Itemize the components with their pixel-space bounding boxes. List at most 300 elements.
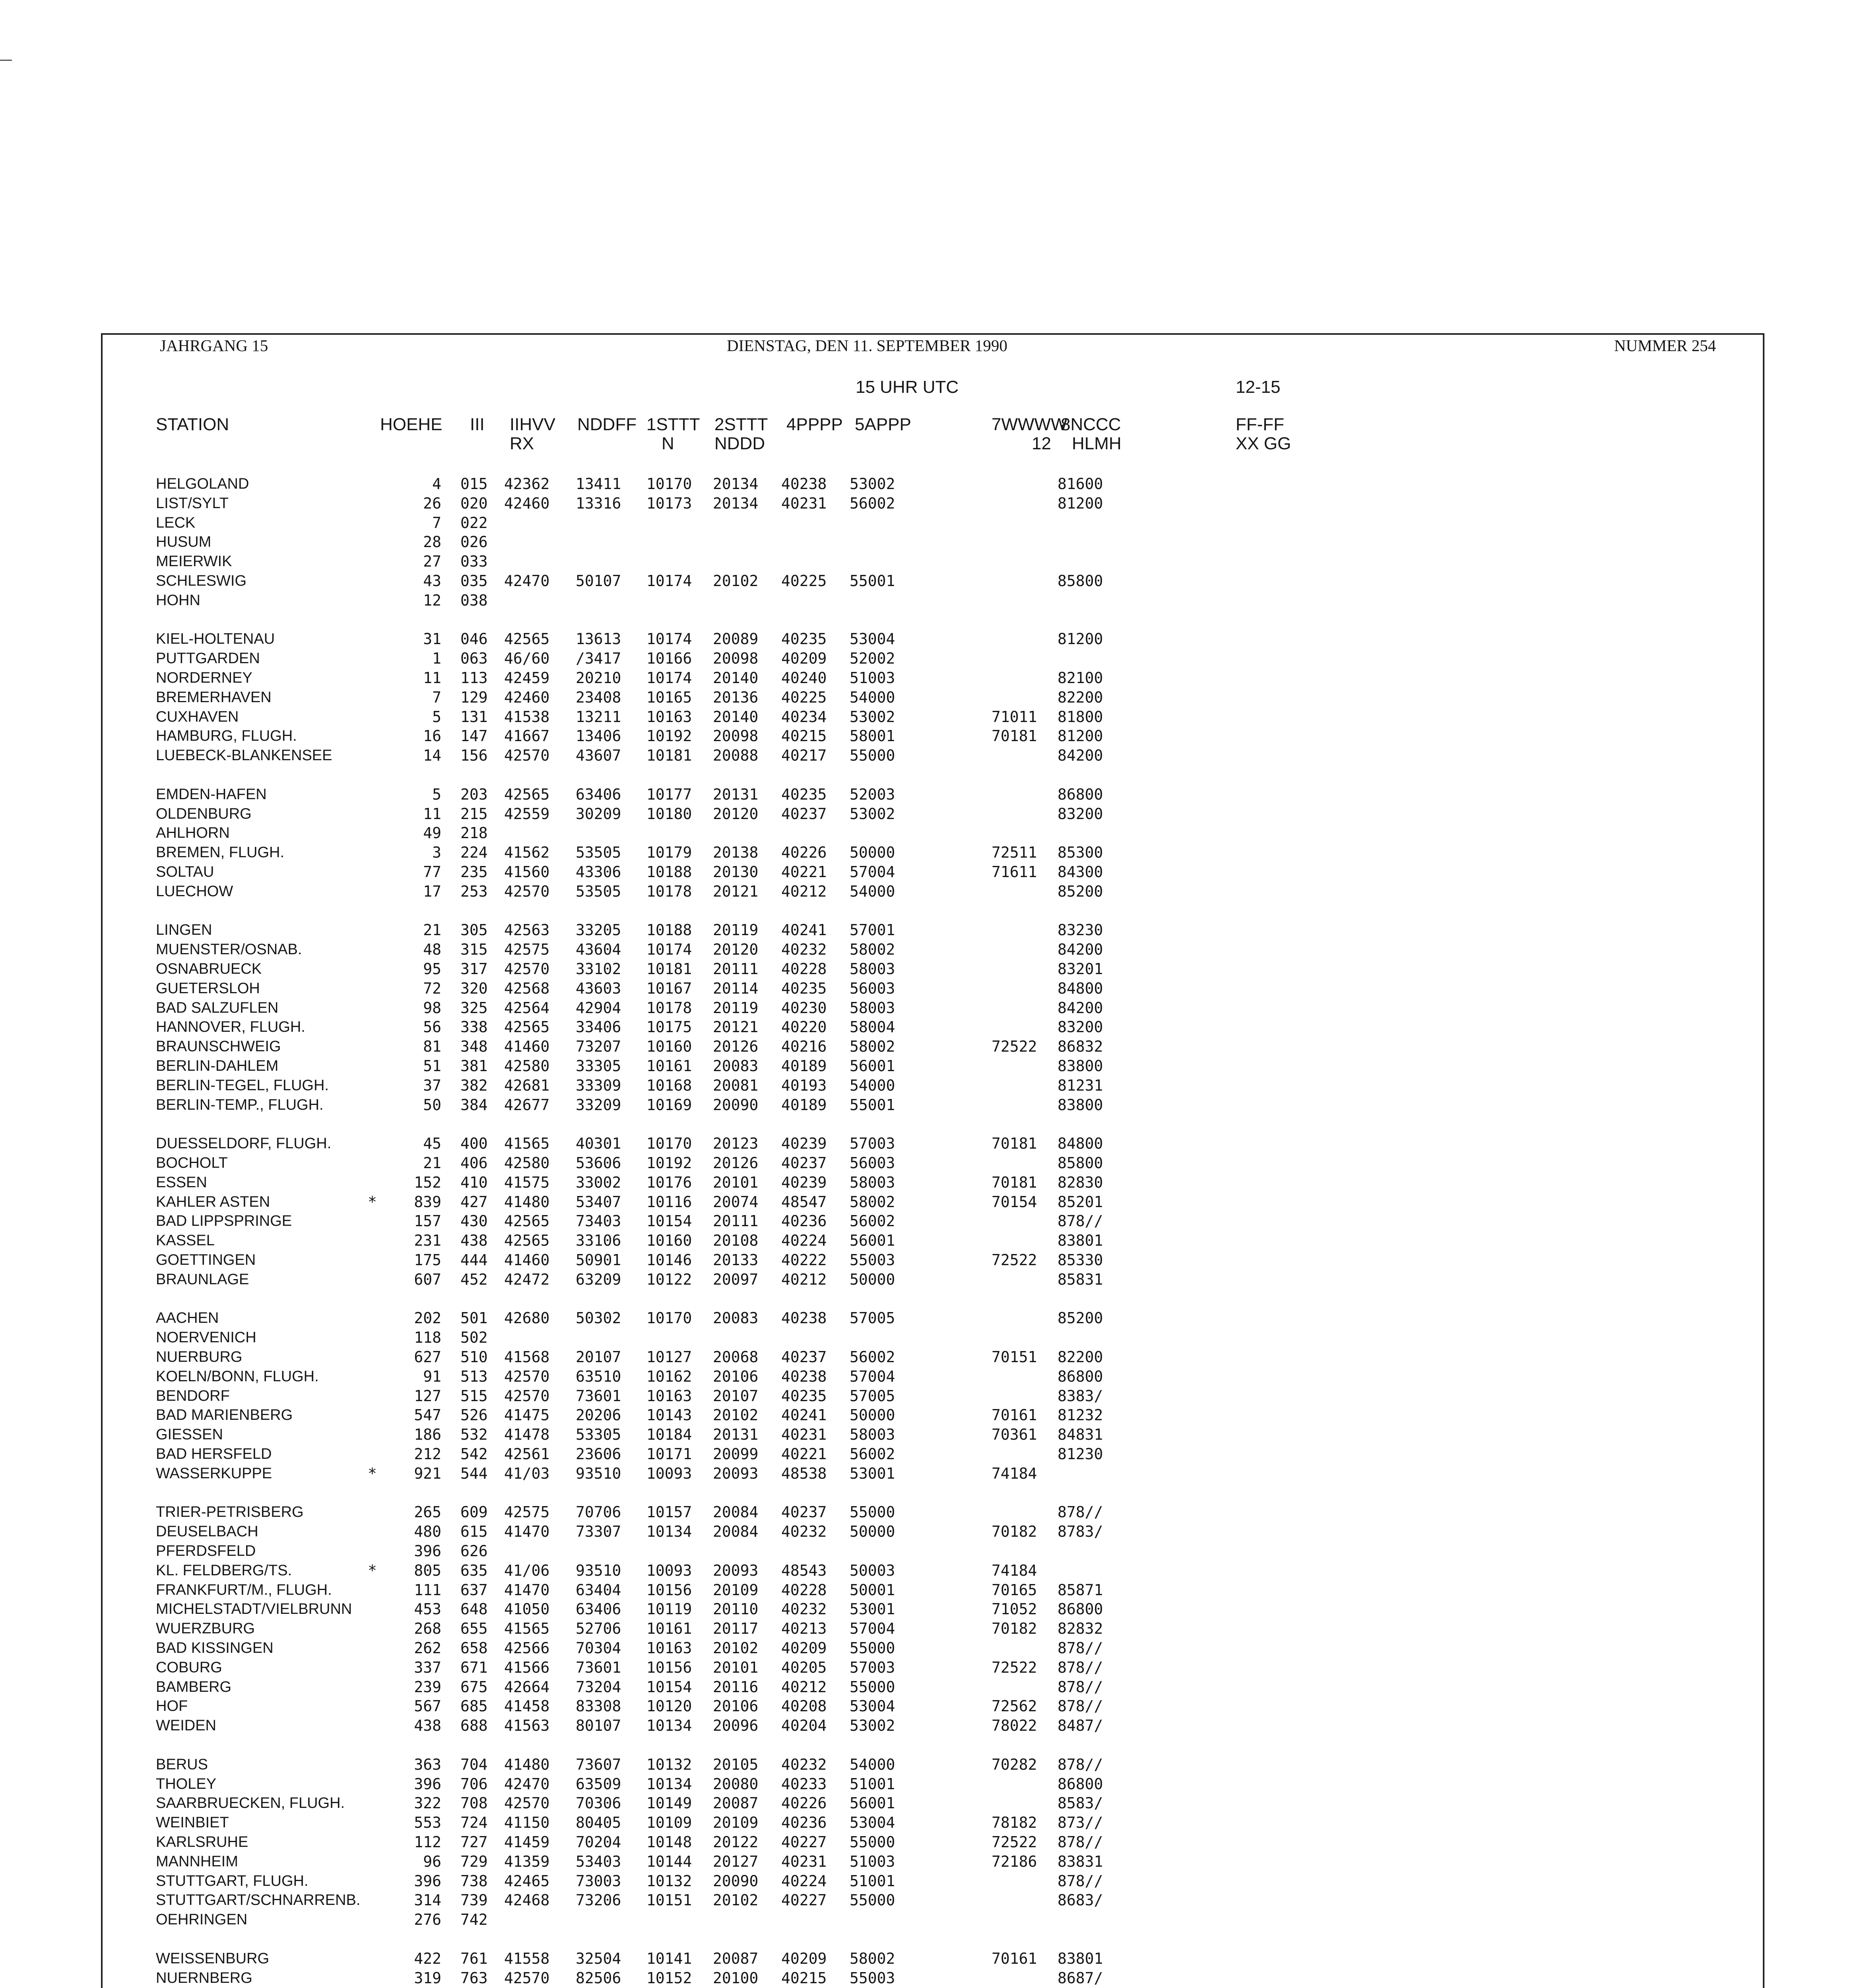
- obs-group-5: 40212: [781, 882, 827, 900]
- station-height: 5: [432, 785, 441, 803]
- obs-group-5: 40231: [781, 1426, 827, 1444]
- obs-group-4: 20121: [713, 882, 759, 900]
- station-index: 410: [460, 1173, 488, 1191]
- obs-group-6: 55001: [850, 572, 895, 590]
- scan-mark: [0, 60, 12, 61]
- obs-group-6: 55000: [850, 747, 895, 765]
- station-height: 56: [423, 1018, 441, 1036]
- station-index: 706: [460, 1775, 488, 1793]
- station-height: 314: [414, 1891, 441, 1909]
- table-row: [0, 1173, 1867, 1192]
- obs-group-1: 41478: [504, 1426, 550, 1444]
- table-row: [0, 1503, 1867, 1522]
- table-row: [0, 1444, 1867, 1464]
- obs-group-8: 82832: [1058, 1620, 1103, 1638]
- station-height: 48: [423, 941, 441, 959]
- table-row: [0, 1328, 1867, 1347]
- obs-group-2: 73207: [576, 1038, 621, 1056]
- obs-group-3: 10171: [646, 1445, 692, 1463]
- obs-group-6: 58003: [850, 1173, 895, 1191]
- obs-group-4: 20140: [713, 708, 759, 726]
- table-row: [0, 1367, 1867, 1386]
- obs-group-4: 20119: [713, 921, 759, 939]
- station-height: 265: [414, 1503, 441, 1521]
- obs-group-8: 873//: [1058, 1814, 1103, 1832]
- obs-group-8: 85330: [1058, 1251, 1103, 1269]
- station-height: 12: [423, 591, 441, 609]
- obs-group-3: 10170: [646, 1309, 692, 1327]
- obs-group-5: 40231: [781, 1852, 827, 1870]
- table-row: [0, 571, 1867, 590]
- table-row: [0, 649, 1867, 668]
- obs-group-4: 20108: [713, 1232, 759, 1250]
- obs-group-2: 70304: [576, 1639, 621, 1657]
- obs-group-5: 40193: [781, 1076, 827, 1094]
- station-index: 156: [460, 747, 488, 765]
- obs-group-3: 10127: [646, 1348, 692, 1366]
- obs-group-4: 20088: [713, 747, 759, 765]
- station-index: 147: [460, 727, 488, 745]
- obs-group-3: 10167: [646, 979, 692, 997]
- obs-group-2: 82506: [576, 1969, 621, 1987]
- obs-group-3: 10192: [646, 1154, 692, 1172]
- obs-group-5: 40208: [781, 1697, 827, 1715]
- obs-group-8: 85871: [1058, 1581, 1103, 1599]
- station-name: KARLSRUHE: [156, 1834, 248, 1850]
- station-index: 635: [460, 1561, 488, 1579]
- obs-group-5: 40237: [781, 805, 827, 823]
- obs-group-2: 33309: [576, 1076, 621, 1094]
- station-index: 688: [460, 1717, 488, 1735]
- table-row: [0, 1095, 1867, 1114]
- obs-group-4: 20080: [713, 1775, 759, 1793]
- station-name: MEIERWIK: [156, 553, 232, 570]
- station-name: LUECHOW: [156, 883, 233, 900]
- obs-group-3: 10178: [646, 882, 692, 900]
- obs-group-1: 41565: [504, 1135, 550, 1153]
- obs-group-3: 10120: [646, 1697, 692, 1715]
- range-heading: 12-15: [1236, 377, 1281, 397]
- obs-group-5: 40205: [781, 1658, 827, 1676]
- station-index: 626: [460, 1542, 488, 1560]
- station-name: LIST/SYLT: [156, 495, 229, 512]
- obs-group-2: 13316: [576, 494, 621, 512]
- station-index: 033: [460, 553, 488, 571]
- obs-group-2: 53305: [576, 1426, 621, 1444]
- obs-group-3: 10176: [646, 1173, 692, 1191]
- obs-group-1: 41566: [504, 1658, 550, 1676]
- obs-group-3: 10132: [646, 1755, 692, 1773]
- obs-group-3: 10184: [646, 1426, 692, 1444]
- obs-group-1: 42570: [504, 1969, 550, 1987]
- obs-group-7: 70282: [992, 1755, 1037, 1773]
- obs-group-8: 84200: [1058, 999, 1103, 1017]
- obs-group-3: 10165: [646, 688, 692, 706]
- obs-group-4: 20116: [713, 1678, 759, 1696]
- obs-group-4: 20111: [713, 1212, 759, 1230]
- station-name: STUTTGART, FLUGH.: [156, 1872, 309, 1889]
- obs-group-4: 20122: [713, 1833, 759, 1851]
- station-name: WEINBIET: [156, 1814, 229, 1831]
- obs-group-2: 73403: [576, 1212, 621, 1230]
- obs-group-5: 40239: [781, 1173, 827, 1191]
- obs-group-1: 41558: [504, 1949, 550, 1967]
- station-height: 51: [423, 1057, 441, 1075]
- obs-group-2: 70306: [576, 1794, 621, 1812]
- obs-group-7: 78182: [992, 1814, 1037, 1832]
- obs-group-5: 40204: [781, 1717, 827, 1735]
- station-name: KIEL-HOLTENAU: [156, 631, 275, 648]
- obs-group-6: 55000: [850, 1639, 895, 1657]
- station-height: 21: [423, 1154, 441, 1172]
- obs-group-8: 81600: [1058, 475, 1103, 493]
- obs-group-1: 41460: [504, 1251, 550, 1269]
- obs-group-3: 10180: [646, 805, 692, 823]
- obs-group-7: 72522: [992, 1251, 1037, 1269]
- obs-group-5: 40241: [781, 1406, 827, 1424]
- obs-group-6: 53004: [850, 1814, 895, 1832]
- obs-group-6: 56001: [850, 1794, 895, 1812]
- station-header: STATION: [156, 415, 229, 434]
- station-height: 17: [423, 882, 441, 900]
- station-height: 175: [414, 1251, 441, 1269]
- obs-group-5: 40232: [781, 1523, 827, 1541]
- obs-group-1: 41560: [504, 863, 550, 881]
- table-row: [0, 1541, 1867, 1561]
- mountain-station-mark: *: [368, 1464, 377, 1482]
- obs-group-8: 878//: [1058, 1503, 1103, 1521]
- obs-group-1: 42580: [504, 1154, 550, 1172]
- obs-group-2: 70706: [576, 1503, 621, 1521]
- table-row: [0, 979, 1867, 998]
- obs-group-6: 57004: [850, 1620, 895, 1638]
- obs-group-5: 40231: [781, 494, 827, 512]
- table-row: [0, 920, 1867, 940]
- obs-group-3: 10160: [646, 1038, 692, 1056]
- table-row: [0, 823, 1867, 843]
- obs-group-4: 20090: [713, 1872, 759, 1890]
- station-index: 381: [460, 1057, 488, 1075]
- obs-group-4: 20102: [713, 572, 759, 590]
- obs-group-2: 32504: [576, 1949, 621, 1967]
- station-name: GOETTINGEN: [156, 1252, 256, 1268]
- obs-group-7: 78022: [992, 1717, 1037, 1735]
- obs-group-2: 73003: [576, 1872, 621, 1890]
- obs-group-4: 20117: [713, 1620, 759, 1638]
- obs-group-1: 42575: [504, 941, 550, 959]
- station-height: 157: [414, 1212, 441, 1230]
- obs-group-1: 41150: [504, 1814, 550, 1832]
- station-name: STUTTGART/SCHNARRENB.: [156, 1892, 361, 1909]
- station-height: 396: [414, 1775, 441, 1793]
- station-height: 118: [414, 1329, 441, 1347]
- obs-group-8: 86832: [1058, 1038, 1103, 1056]
- obs-group-1: 41458: [504, 1697, 550, 1715]
- station-height: 7: [432, 688, 441, 706]
- obs-group-5: 40226: [781, 844, 827, 862]
- obs-group-5: 40238: [781, 1367, 827, 1385]
- obs-group-8: 84200: [1058, 941, 1103, 959]
- station-name: BAD HERSFELD: [156, 1446, 272, 1462]
- obs-group-7: 71052: [992, 1600, 1037, 1618]
- obs-group-8: 81200: [1058, 494, 1103, 512]
- station-name: KL. FELDBERG/TS.: [156, 1562, 292, 1579]
- obs-group-8: 82200: [1058, 1348, 1103, 1366]
- obs-group-4: 20074: [713, 1193, 759, 1211]
- station-height: 31: [423, 630, 441, 648]
- obs-group-5: 40234: [781, 708, 827, 726]
- station-name: NUERNBERG: [156, 1969, 252, 1986]
- obs-group-6: 50001: [850, 1581, 895, 1599]
- obs-group-4: 20083: [713, 1309, 759, 1327]
- obs-group-1: 42459: [504, 669, 550, 687]
- obs-group-1: 42468: [504, 1891, 550, 1909]
- obs-group-4: 20114: [713, 979, 759, 997]
- table-row: [0, 1949, 1867, 1968]
- station-name: AACHEN: [156, 1310, 219, 1327]
- obs-group-8: 86800: [1058, 1600, 1103, 1618]
- obs-group-4: 20081: [713, 1076, 759, 1094]
- station-height: 239: [414, 1678, 441, 1696]
- obs-group-2: 63209: [576, 1270, 621, 1288]
- station-name: LINGEN: [156, 922, 212, 939]
- obs-group-2: 63406: [576, 1600, 621, 1618]
- obs-group-4: 20101: [713, 1173, 759, 1191]
- obs-group-3: 10174: [646, 941, 692, 959]
- table-row: [0, 726, 1867, 746]
- station-height: 98: [423, 999, 441, 1017]
- station-name: BRAUNLAGE: [156, 1271, 249, 1288]
- obs-group-4: 20102: [713, 1891, 759, 1909]
- obs-group-4: 20130: [713, 863, 759, 881]
- obs-group-3: 10192: [646, 727, 692, 745]
- station-height: 567: [414, 1697, 441, 1715]
- obs-group-6: 54000: [850, 1755, 895, 1773]
- table-row: [0, 1522, 1867, 1541]
- table-row: [0, 494, 1867, 513]
- obs-group-3: 10134: [646, 1717, 692, 1735]
- hoehe-header: HOEHE: [380, 415, 442, 434]
- obs-group-5: 40228: [781, 960, 827, 978]
- obs-group-3: 10156: [646, 1658, 692, 1676]
- obs-group-2: 23408: [576, 688, 621, 706]
- obs-group-7: 72522: [992, 1658, 1037, 1676]
- obs-group-1: 41460: [504, 1038, 550, 1056]
- station-height: 805: [414, 1561, 441, 1579]
- obs-group-2: 50901: [576, 1251, 621, 1269]
- obs-group-2: 73601: [576, 1387, 621, 1405]
- obs-group-1: 41470: [504, 1523, 550, 1541]
- obs-group-8: 878//: [1058, 1658, 1103, 1676]
- obs-group-1: 41359: [504, 1852, 550, 1870]
- obs-group-7: 70181: [992, 1173, 1037, 1191]
- obs-group-5: 40235: [781, 785, 827, 803]
- station-index: 501: [460, 1309, 488, 1327]
- table-row: [0, 1891, 1867, 1910]
- obs-group-8: 84200: [1058, 747, 1103, 765]
- table-row: [0, 1619, 1867, 1638]
- station-index: 406: [460, 1154, 488, 1172]
- obs-group-8: 83201: [1058, 960, 1103, 978]
- obs-group-4: 20096: [713, 1717, 759, 1735]
- obs-group-6: 53004: [850, 630, 895, 648]
- station-name: GIESSEN: [156, 1426, 223, 1443]
- obs-group-4: 20120: [713, 941, 759, 959]
- obs-group-2: 53505: [576, 882, 621, 900]
- obs-group-8: 84800: [1058, 1135, 1103, 1153]
- obs-group-2: 73307: [576, 1523, 621, 1541]
- station-name: BAD LIPPSPRINGE: [156, 1213, 292, 1230]
- obs-group-5: 40225: [781, 572, 827, 590]
- station-height: 276: [414, 1911, 441, 1929]
- obs-group-6: 55003: [850, 1969, 895, 1987]
- obs-group-8: 8383/: [1058, 1387, 1103, 1405]
- obs-group-5: 40235: [781, 630, 827, 648]
- obs-group-5: 40212: [781, 1678, 827, 1696]
- obs-group-4: 20120: [713, 805, 759, 823]
- station-index: 658: [460, 1639, 488, 1657]
- station-index: 235: [460, 863, 488, 881]
- station-height: 91: [423, 1367, 441, 1385]
- obs-group-6: 50000: [850, 1270, 895, 1288]
- obs-group-2: 33002: [576, 1173, 621, 1191]
- station-index: 763: [460, 1969, 488, 1987]
- issue-number: NUMMER 254: [1614, 336, 1716, 355]
- obs-group-7: 72186: [992, 1852, 1037, 1870]
- obs-group-4: 20131: [713, 785, 759, 803]
- station-index: 729: [460, 1852, 488, 1870]
- obs-group-6: 53002: [850, 475, 895, 493]
- obs-group-3: 10093: [646, 1561, 692, 1579]
- obs-group-5: 40209: [781, 650, 827, 668]
- station-name: TRIER-PETRISBERG: [156, 1504, 304, 1521]
- table-row: [0, 1580, 1867, 1600]
- obs-group-7: 70154: [992, 1193, 1037, 1211]
- table-row: [0, 532, 1867, 551]
- station-height: 202: [414, 1309, 441, 1327]
- obs-group-1: 41667: [504, 727, 550, 745]
- obs-group-4: 20126: [713, 1038, 759, 1056]
- obs-group-4: 20111: [713, 960, 759, 978]
- obs-group-3: 10116: [646, 1193, 692, 1211]
- obs-group-5: 40239: [781, 1135, 827, 1153]
- station-index: 382: [460, 1076, 488, 1094]
- table-row: [0, 1658, 1867, 1677]
- obs-group-1: 42465: [504, 1872, 550, 1890]
- station-height: 322: [414, 1794, 441, 1812]
- obs-group-1: 42568: [504, 979, 550, 997]
- obs-group-6: 58003: [850, 960, 895, 978]
- station-index: 685: [460, 1697, 488, 1715]
- station-height: 186: [414, 1426, 441, 1444]
- obs-group-8: 8683/: [1058, 1891, 1103, 1909]
- obs-group-3: 10181: [646, 747, 692, 765]
- obs-group-1: 41470: [504, 1581, 550, 1599]
- station-name: MUENSTER/OSNAB.: [156, 941, 302, 958]
- obs-group-3: 10170: [646, 1135, 692, 1153]
- obs-group-8: 85300: [1058, 844, 1103, 862]
- obs-group-3: 10188: [646, 921, 692, 939]
- obs-group-1: 42565: [504, 785, 550, 803]
- obs-group-1: 42677: [504, 1096, 550, 1114]
- obs-group-6: 50003: [850, 1561, 895, 1579]
- table-row: [0, 1406, 1867, 1425]
- station-index: 035: [460, 572, 488, 590]
- obs-group-2: 73601: [576, 1658, 621, 1676]
- obs-group-8: 878//: [1058, 1755, 1103, 1773]
- obs-group-3: 10170: [646, 475, 692, 493]
- station-height: 5: [432, 708, 441, 726]
- station-name: HUSUM: [156, 534, 212, 551]
- obs-group-3: 10168: [646, 1076, 692, 1094]
- obs-group-8: 81232: [1058, 1406, 1103, 1424]
- obs-group-5: 40215: [781, 727, 827, 745]
- obs-group-7: 70181: [992, 727, 1037, 745]
- table-row: [0, 746, 1867, 765]
- obs-group-8: 81231: [1058, 1076, 1103, 1094]
- station-height: 363: [414, 1755, 441, 1773]
- station-height: 43: [423, 572, 441, 590]
- station-name: BERLIN-TEMP., FLUGH.: [156, 1096, 324, 1113]
- station-index: 515: [460, 1387, 488, 1405]
- obs-group-6: 52003: [850, 785, 895, 803]
- station-height: 11: [423, 669, 441, 687]
- obs-group-1: 41/03: [504, 1464, 550, 1482]
- obs-group-4: 20127: [713, 1852, 759, 1870]
- obs-group-2: 13613: [576, 630, 621, 648]
- station-height: 337: [414, 1658, 441, 1676]
- obs-group-2: 50302: [576, 1309, 621, 1327]
- volume-label: JAHRGANG 15: [160, 336, 268, 355]
- obs-group-2: 63509: [576, 1775, 621, 1793]
- table-row: [0, 1774, 1867, 1794]
- station-height: 14: [423, 747, 441, 765]
- obs-group-3: 10134: [646, 1523, 692, 1541]
- station-name: PFERDSFELD: [156, 1543, 256, 1559]
- table-row: [0, 940, 1867, 959]
- table-row: [0, 1600, 1867, 1619]
- obs-group-7: 70161: [992, 1949, 1037, 1967]
- obs-group-6: 58002: [850, 1193, 895, 1211]
- station-name: MANNHEIM: [156, 1853, 238, 1870]
- 4pppp-header: 4PPPP: [786, 415, 843, 434]
- obs-group-3: 10163: [646, 708, 692, 726]
- station-height: 921: [414, 1464, 441, 1482]
- obs-group-4: 20110: [713, 1600, 759, 1618]
- station-index: 338: [460, 1018, 488, 1036]
- station-name: WEISSENBURG: [156, 1950, 270, 1967]
- obs-group-6: 55000: [850, 1833, 895, 1851]
- table-row: [0, 785, 1867, 804]
- station-height: 547: [414, 1406, 441, 1424]
- obs-group-6: 55000: [850, 1891, 895, 1909]
- obs-group-6: 55000: [850, 1503, 895, 1521]
- obs-group-2: /3417: [576, 650, 621, 668]
- station-name: FRANKFURT/M., FLUGH.: [156, 1581, 332, 1598]
- obs-group-7: 72511: [992, 844, 1037, 862]
- obs-group-5: 40238: [781, 475, 827, 493]
- obs-group-8: 85800: [1058, 1154, 1103, 1172]
- obs-group-2: 13411: [576, 475, 621, 493]
- table-row: [0, 1910, 1867, 1929]
- station-height: 96: [423, 1852, 441, 1870]
- obs-group-6: 58002: [850, 941, 895, 959]
- station-name: BREMERHAVEN: [156, 689, 272, 706]
- obs-group-8: 83801: [1058, 1949, 1103, 1967]
- obs-group-1: 42470: [504, 572, 550, 590]
- obs-group-4: 20087: [713, 1949, 759, 1967]
- obs-group-1: 42565: [504, 1212, 550, 1230]
